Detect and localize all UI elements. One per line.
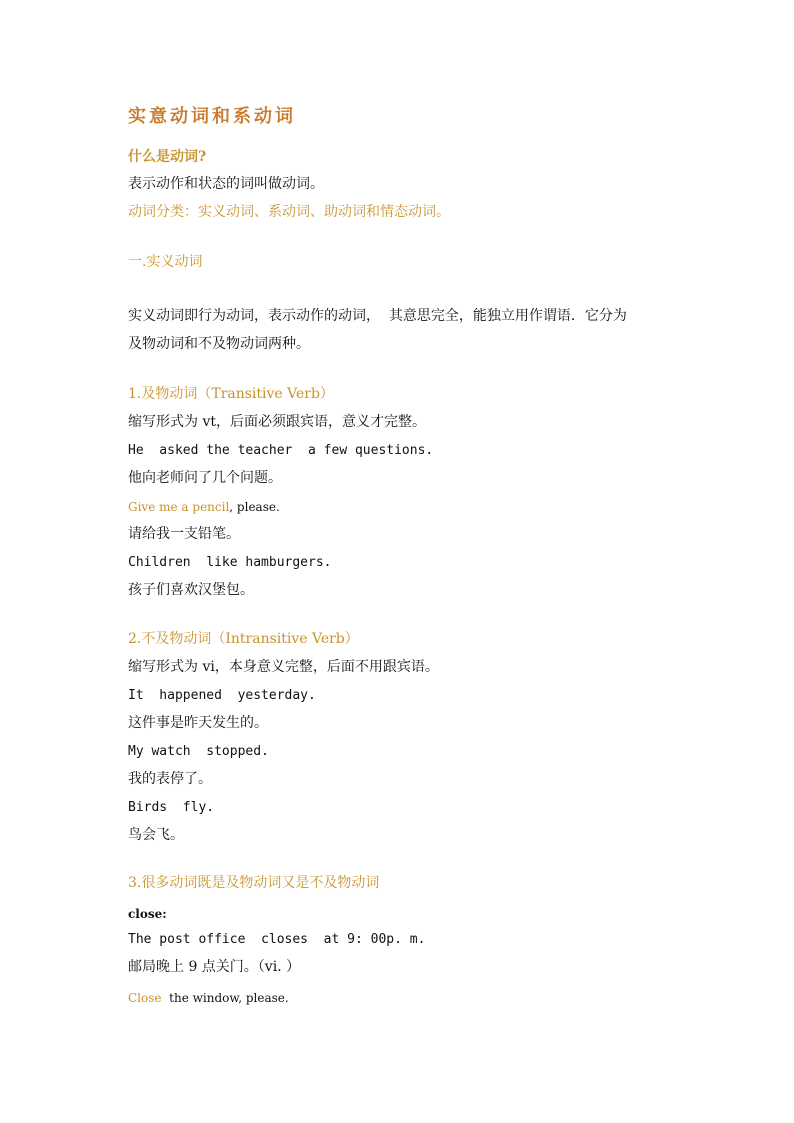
example-sentence-en xyxy=(128,498,280,516)
sentence-rest: the window, please. xyxy=(161,991,289,1005)
subheading-intransitive: 2.不及物动词（Intransitive Verb） xyxy=(128,631,359,647)
example-translation-zh: 他向老师问了几个问题。 xyxy=(128,470,282,486)
example-translation-zh: 鸟会飞。 xyxy=(128,827,184,843)
question-heading: 什么是动词? xyxy=(128,149,207,165)
transitive-description: 缩写形式为 vt，后面必须跟宾语，意义才完整。 xyxy=(128,414,426,430)
intro-paragraph-line-1: 实义动词即行为动词，表示动作的动词， 其意思完全，能独立用作谓语．它分为 xyxy=(128,308,627,324)
verb-categories: 动词分类：实义动词、系动词、助动词和情态动词。 xyxy=(128,204,450,220)
question-answer: 表示动作和状态的词叫做动词。 xyxy=(128,176,324,192)
example-translation-zh: 我的表停了。 xyxy=(128,771,212,787)
example-sentence-en: Children like hamburgers. xyxy=(128,555,332,570)
page-title: 实意动词和系动词 xyxy=(128,106,296,127)
subheading-both: 3.很多动词既是及物动词又是不及物动词 xyxy=(128,875,380,891)
example-translation-zh: 孩子们喜欢汉堡包。 xyxy=(128,582,254,598)
example-translation-zh: 邮局晚上 9 点关门。（vi. ） xyxy=(128,959,301,975)
sentence-rest: , please. xyxy=(229,500,280,514)
example-sentence-en xyxy=(128,989,289,1007)
word-label: close: xyxy=(128,907,167,921)
example-sentence-en: It happened yesterday. xyxy=(128,688,316,703)
example-sentence-en: The post office closes at 9: 00p. m. xyxy=(128,932,426,947)
intro-paragraph-line-2: 及物动词和不及物动词两种。 xyxy=(128,336,310,352)
intransitive-description: 缩写形式为 vi，本身意义完整，后面不用跟宾语。 xyxy=(128,659,439,675)
example-sentence-en: Birds fly. xyxy=(128,800,215,815)
section-heading-real-verbs: 一.实义动词 xyxy=(128,254,203,270)
example-sentence-en: My watch stopped. xyxy=(128,744,269,759)
highlighted-word: Close xyxy=(128,991,162,1005)
highlighted-phrase: Give me a pencil xyxy=(128,500,230,514)
example-sentence-en: He asked the teacher a few questions. xyxy=(128,443,434,458)
example-translation-zh: 请给我一支铅笔。 xyxy=(128,526,240,542)
subheading-transitive: 1.及物动词（Transitive Verb） xyxy=(128,386,334,402)
example-translation-zh: 这件事是昨天发生的。 xyxy=(128,715,268,731)
